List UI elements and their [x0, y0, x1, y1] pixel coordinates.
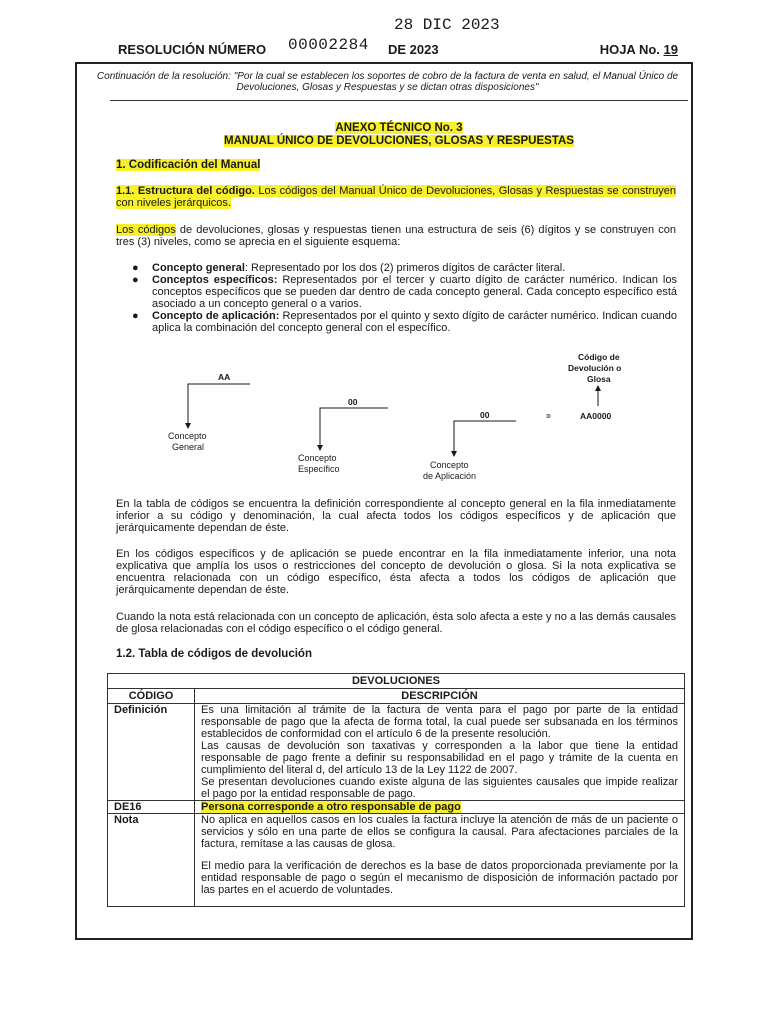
equals-sign: = — [546, 411, 551, 421]
paragraph-spacer — [201, 850, 678, 860]
annex-title-block — [110, 122, 688, 148]
definition-paragraph: Se presentan devoluciones cuando existe alguna de las siguientes causales que impide realizar el pago por la entidad responsable de pago. — [201, 776, 678, 800]
table-header-row — [108, 689, 685, 704]
code-de16-description-cell — [195, 801, 685, 814]
column-header-description: DESCRIPCIÓN — [195, 689, 685, 704]
code-structure-diagram — [150, 348, 680, 488]
annex-title: ANEXO TÉCNICO No. 3 — [335, 122, 463, 134]
intro-lead: Los códigos — [116, 224, 176, 236]
level1-label-1: Concepto — [168, 431, 207, 441]
sheet-label — [600, 42, 678, 57]
list-item — [132, 262, 677, 274]
result-code: AA0000 — [580, 411, 612, 421]
note-paragraph: No aplica en aquellos casos en los cuales la factura incluye la atención de más de un paciente o servicios y sólo en una parte de ellos se configura la causal. Para afectaciones parciales de la factura, remítase a las causas de glosa. — [201, 814, 678, 850]
level3-label-1: Concepto — [430, 460, 469, 470]
paragraph-spacer — [201, 896, 678, 906]
result-label-1: Código de — [578, 352, 620, 362]
level3-label-2: de Aplicación — [423, 471, 477, 481]
document-header — [118, 16, 678, 58]
annex-subtitle: MANUAL ÚNICO DE DEVOLUCIONES, GLOSAS Y RESPUESTAS — [224, 135, 574, 147]
returns-code-table — [107, 673, 685, 907]
paragraph-table-definition: En la tabla de códigos se encuentra la definición correspondiente al concepto general en la fila inmediatamente inferior a su código y denominación, la cual afecta todos los códigos específicos y de aplicación que jerárquicamente dependan de éste. — [116, 498, 676, 534]
table-title-row — [108, 674, 685, 689]
definition-paragraph: Es una limitación al trámite de la factura de venta para el pago por parte de la entidad responsable de pago que la afecta de forma total, la cual puede ser subsanada en los términos establecidos de conformidad con el artículo 6 de la presente resolución. — [201, 704, 678, 740]
code-de16: DE16 — [108, 801, 195, 814]
result-label-3: Glosa — [587, 374, 611, 384]
section-1-2-heading: 1.2. Tabla de códigos de devolución — [116, 648, 312, 660]
bullet-icon: ● — [132, 274, 139, 286]
list-item — [132, 274, 677, 310]
resolution-year: DE 2023 — [388, 42, 439, 57]
table-row — [108, 814, 685, 907]
section-1-1-highlight — [116, 185, 676, 209]
continuation-prefix: Continuación de la resolución: — [96, 71, 234, 82]
level3-connector — [454, 421, 516, 454]
code-de16-description: Persona corresponde a otro responsable de pago — [201, 801, 461, 813]
sheet-label-text: HOJA No. — [599, 42, 660, 57]
bullet-text: : Representado por los dos (2) primeros dígitos de carácter literal. — [244, 262, 566, 274]
header-divider — [110, 100, 688, 101]
date-stamp: 28 DIC 2023 — [394, 16, 500, 34]
column-header-code: CÓDIGO — [108, 689, 195, 704]
result-label-2: Devolución o — [568, 363, 622, 373]
sheet-number: 19 — [663, 42, 678, 57]
level3-code: 00 — [480, 410, 490, 420]
code-level-list — [132, 262, 677, 334]
definition-paragraph: Las causas de devolución son taxativas y corresponden a la labor que tiene la entidad responsable de pago frente a definir su responsabilidad en el pago y trámite de la cuenta en cumplimiento del literal d, del artículo 13 de la Ley 1122 de 2007. — [201, 740, 678, 776]
level1-label-2: General — [172, 442, 205, 452]
section-1-1-text: Los códigos del Manual Único de Devoluciones, Glosas y Respuestas se construyen con niveles jerárquicos. — [116, 185, 676, 209]
level1-connector — [188, 384, 250, 426]
bullet-term: Conceptos específicos: — [152, 274, 278, 286]
definition-label: Definición — [108, 704, 195, 801]
level2-code: 00 — [348, 397, 358, 407]
list-item — [132, 310, 677, 334]
section-1-heading-text: 1. Codificación del Manual — [116, 159, 261, 171]
table-row — [108, 704, 685, 801]
level1-code: AA — [218, 372, 231, 382]
continuation-note — [95, 71, 680, 93]
note-paragraph: El medio para la verificación de derechos es la base de datos proporcionada previamente por la entidad responsable de pago o según el mecanismo de disposición de información pactado por las partes en el acuerdo de voluntades. — [201, 860, 678, 896]
continuation-quote: "Por la cual se establecen los soportes de cobro de la factura de venta en salud, el Manual Único de Devoluciones, Glosas y Respuestas y se dictan otras disposiciones" — [233, 71, 679, 93]
bullet-icon: ● — [132, 310, 139, 322]
table-row — [108, 801, 685, 814]
bullet-text: Representados por el tercer y cuarto dígito de carácter numérico. Indican los conceptos específicos que se pueden dar dentro de cada concepto general. Cada concepto específico está asociado a un concepto general o a varios. — [152, 274, 677, 310]
note-label: Nota — [108, 814, 195, 907]
resolution-number: 00002284 — [288, 36, 369, 54]
bullet-icon: ● — [132, 262, 139, 274]
section-1-heading — [116, 159, 260, 171]
level2-connector — [320, 408, 388, 448]
level2-label-2: Específico — [298, 464, 340, 474]
intro-paragraph — [116, 224, 676, 248]
paragraph-application-note: Cuando la nota está relacionada con un concepto de aplicación, ésta solo afecta a este y no a las demás causales de glosa relacionadas con el código específico o el código general. — [116, 611, 676, 635]
resolution-label: RESOLUCIÓN NÚMERO — [118, 42, 267, 57]
definition-description — [195, 704, 685, 801]
bullet-term: Concepto general — [152, 262, 245, 274]
bullet-term: Concepto de aplicación: — [152, 310, 280, 322]
section-1-1-paragraph — [116, 185, 676, 209]
note-description — [195, 814, 685, 907]
intro-text: de devoluciones, glosas y respuestas tienen una estructura de seis (6) dígitos y se construyen con tres (3) niveles, como se aprecia en el siguiente esquema: — [116, 224, 676, 248]
level2-label-1: Concepto — [298, 453, 337, 463]
paragraph-explanatory-note: En los códigos específicos y de aplicación se puede encontrar en la fila inmediatamente inferior, una nota explicativa que amplía los usos o restricciones del concepto de devolución o glosa. Si la nota explicativa se encuentra relacionada con un código específico, ésta afecta a todos los códigos de aplicación que jerárquicamente dependan de éste. — [116, 548, 676, 596]
bullet-text: Representados por el quinto y sexto dígito de carácter numérico. Indican cuando aplica la combinación del concepto general con el específico. — [152, 310, 677, 334]
table-title: DEVOLUCIONES — [108, 674, 685, 689]
section-1-1-heading: 1.1. Estructura del código. — [116, 185, 255, 197]
